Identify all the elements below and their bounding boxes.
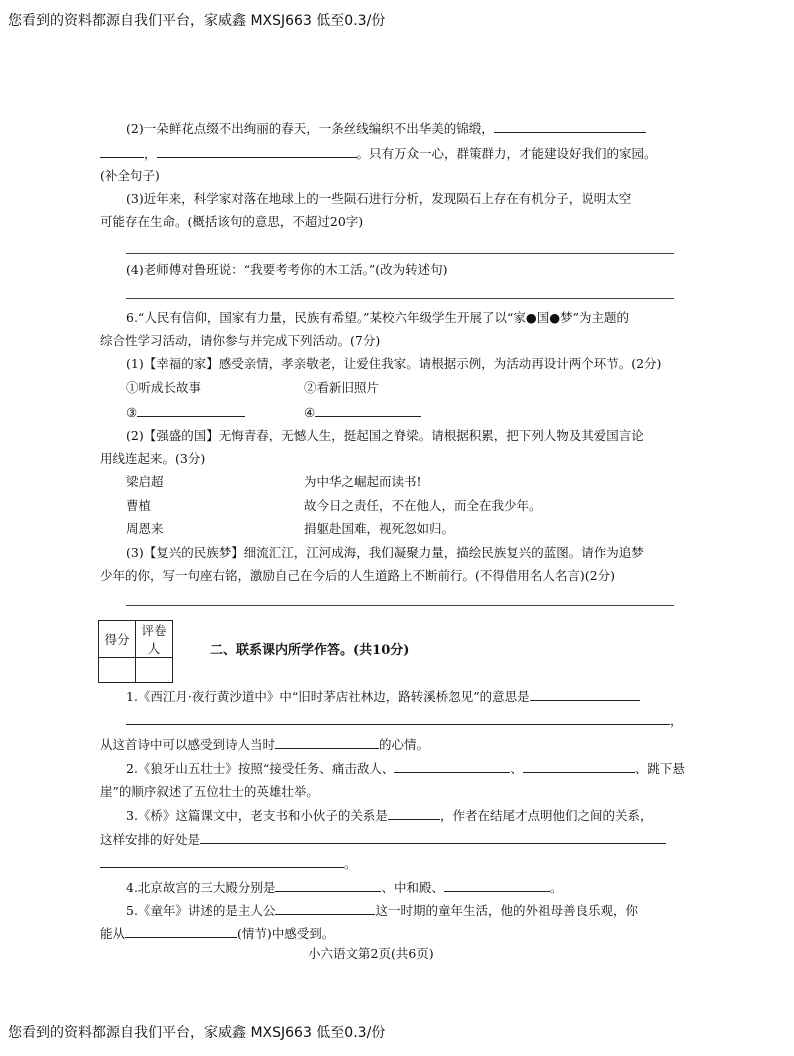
q6-option-1: ①听成长故事 (126, 380, 202, 395)
quote-1[interactable]: 为中华之崛起而读书! (304, 474, 422, 489)
watermark-top: 您看到的资料都源自我们平台，家威鑫 MXSJ663 低至0.3/份 (8, 13, 386, 29)
answer-line[interactable] (126, 253, 674, 254)
answer-blank[interactable] (200, 831, 666, 844)
p2-q5-line-2: 能从 (情节)中感受到。 (100, 926, 335, 941)
q6-sub-3a: (3)【复兴的民族梦】细流汇江，江河成海，我们凝聚力量，描绘民族复兴的蓝图。请作为追梦 (126, 545, 644, 560)
q6-sub-2b: 用线连起来。(3分) (100, 451, 206, 466)
score-box (98, 620, 173, 683)
quote-2[interactable]: 故今日之责任，不在他人，而全在我少年。 (304, 498, 542, 513)
quote-3[interactable]: 捐躯赴国难，视死忽如归。 (304, 521, 455, 536)
section-two-title: 二、联系课内所学作答。(共10分) (210, 643, 410, 658)
q6-sub-1: (1)【幸福的家】感受亲情，孝亲敬老，让爱住我家。请根据示例，为活动再设计两个环节。(2分) (126, 356, 662, 371)
q2-line-2: ， 。只有万众一心，群策群力，才能建设好我们的家园。 (100, 145, 657, 162)
q3-line-2: 可能存在生命。(概括该句的意思，不超过20字) (100, 214, 364, 229)
p2-q5-line-1: 5.《童年》讲述的是主人公 这一时期的童年生活，他的外祖母善良乐观，你 (126, 903, 638, 918)
answer-blank[interactable] (275, 902, 375, 915)
answer-blank[interactable] (275, 736, 379, 749)
q6-sub-2a: (2)【强盛的国】无悔青春，无憾人生，挺起国之脊梁。请根据积累，把下列人物及其爱国言论 (126, 428, 644, 443)
q2-line-1: (2)一朵鲜花点缀不出绚丽的春天，一条丝线编织不出华美的锦缎， (126, 120, 646, 137)
grader-header: 评卷人 (136, 621, 173, 658)
answer-blank[interactable] (126, 712, 670, 725)
q6-intro-2: 综合性学习活动，请你参与并完成下列活动。(7分) (100, 333, 381, 348)
answer-blank[interactable] (100, 855, 344, 868)
q4-line: (4)老师傅对鲁班说：“我要考考你的木工活。”(改为转述句) (126, 262, 448, 277)
answer-blank[interactable] (137, 404, 245, 417)
q6-intro-1: 6.“人民有信仰，国家有力量，民族有希望。”某校六年级学生开展了以“家●国●梦”为主题的 (126, 310, 630, 325)
answer-line[interactable] (126, 605, 674, 606)
person-cao-zhi[interactable]: 曹植 (126, 498, 152, 513)
p2-q2-line-1: 2.《狼牙山五壮士》按照“接受任务、痛击敌人、 、 、跳下悬 (126, 761, 685, 776)
p2-q4-line: 4.北京故宫的三大殿分别是 、中和殿、 。 (126, 880, 563, 895)
answer-blank[interactable] (157, 145, 357, 158)
grader-cell[interactable] (136, 658, 173, 683)
q6-option-3: ③ (126, 404, 245, 421)
answer-blank[interactable] (394, 760, 510, 773)
answer-blank[interactable] (530, 688, 640, 701)
q6-sub-3b: 少年的你，写一句座右铭，激励自己在今后的人生道路上不断前行。(不得借用名人名言)(2分) (100, 568, 615, 583)
answer-blank[interactable] (315, 404, 421, 417)
answer-blank[interactable] (100, 145, 144, 158)
p2-q1-line-2: ， (126, 712, 683, 729)
answer-blank[interactable] (125, 925, 237, 938)
person-zhou-enlai[interactable]: 周恩来 (126, 521, 164, 536)
answer-blank[interactable] (494, 120, 646, 133)
p2-q1-line-3: 从这首诗中可以感受到诗人当时 的心情。 (100, 737, 430, 752)
answer-line[interactable] (126, 298, 674, 299)
page-footer: 小六语文第2页(共6页) (308, 946, 434, 961)
q6-option-4: ④ (304, 404, 421, 421)
p2-q2-line-2: 崖”的顺序叙述了五位壮士的英雄壮举。 (100, 784, 319, 799)
answer-blank[interactable] (444, 879, 550, 892)
p2-q3-line-1: 3.《桥》这篇课文中，老支书和小伙子的关系是 ，作者在结尾才点明他们之间的关系， (126, 808, 653, 823)
q2-note: (补全句子) (100, 168, 160, 183)
answer-blank[interactable] (388, 807, 440, 820)
answer-blank[interactable] (275, 879, 381, 892)
score-header: 得分 (99, 621, 136, 658)
person-liang-qichao[interactable]: 梁启超 (126, 474, 164, 489)
p2-q3-line-2: 这样安排的好处是 (100, 831, 666, 848)
q3-line-1: (3)近年来，科学家对落在地球上的一些陨石进行分析，发现陨石上存在有机分子，说明太空 (126, 191, 632, 206)
watermark-bottom: 您看到的资料都源自我们平台，家威鑫 MXSJ663 低至0.3/份 (8, 1025, 386, 1041)
q6-option-2: ②看新旧照片 (304, 380, 380, 395)
p2-q1-line-1: 1.《西江月·夜行黄沙道中》中“旧时茅店社林边，路转溪桥忽见”的意思是 (126, 688, 640, 705)
answer-blank[interactable] (523, 760, 635, 773)
p2-q3-line-3: 。 (100, 855, 357, 872)
score-cell[interactable] (99, 658, 136, 683)
